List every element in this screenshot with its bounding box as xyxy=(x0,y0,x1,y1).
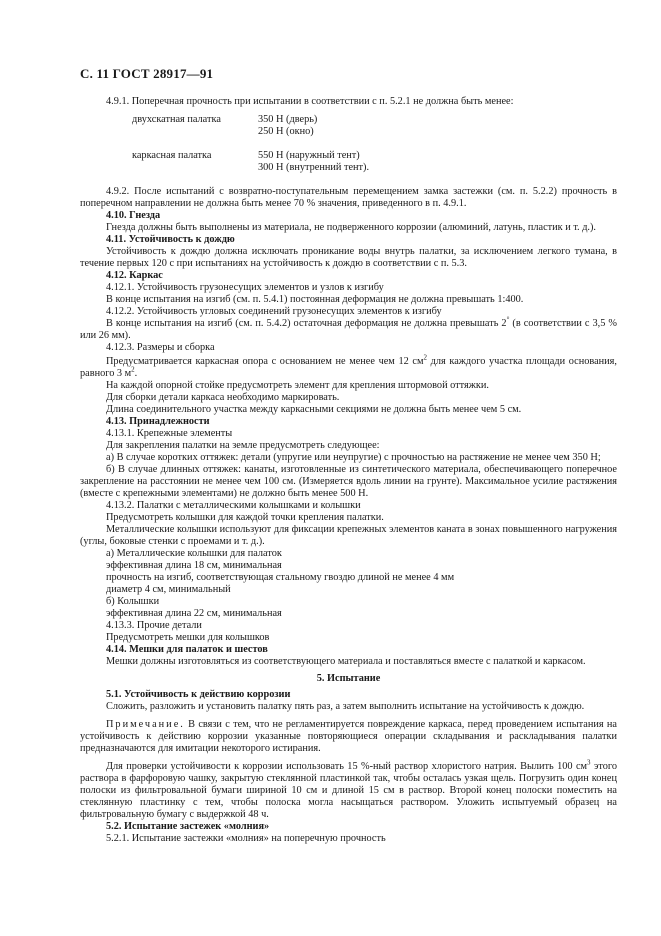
text-span: В конце испытания на изгиб (см. п. 5.4.2) остаточная деформация не должна превышать 2 xyxy=(106,318,507,329)
clause-4-9-1: 4.9.1. Поперечная прочность при испытании в соответствии с п. 5.2.1 не должна быть менее: xyxy=(106,96,514,107)
clause-text: В конце испытания на изгиб (см. п. 5.4.1) постоянная деформация не должна превышать 1:400. xyxy=(106,294,524,305)
clause-text xyxy=(80,315,617,342)
section-heading: 5.2. Испытание застежек «молния» xyxy=(106,821,270,832)
clause-text: 4.12.1. Устойчивость грузонесущих элементов и узлов к изгибу xyxy=(106,282,384,293)
section-heading: 4.13. Принадлежности xyxy=(106,416,210,427)
clause-text: Гнезда должны быть выполнены из материала, не подверженного коррозии (алюминий, латунь, пластик и т. д.). xyxy=(106,222,597,233)
clause-text: эффективная длина 22 см, минимальная xyxy=(106,608,282,619)
strength-values xyxy=(258,150,369,174)
note-paragraph xyxy=(80,719,617,755)
degree-mark: ° xyxy=(506,315,510,324)
strength-values xyxy=(258,114,317,138)
section-heading: 4.14. Мешки для палаток и шестов xyxy=(106,644,268,655)
clause-text: а) В случае коротких оттяжек: детали (упругие или неупругие) с прочностью на растяжение не менее чем 350 Н; xyxy=(106,452,601,463)
superscript: 2 xyxy=(423,353,427,362)
superscript: 3 xyxy=(587,758,591,767)
clause-text: прочность на изгиб, соответствующая стальному гвоздю длиной не менее 4 мм xyxy=(106,572,455,583)
text-span: Предусматривается каркасная опора с основанием не менее чем 12 см xyxy=(106,356,424,367)
text-span: Для проверки устойчивости к коррозии использовать 15 %-ный раствор хлористого натрия. Вылить 100 см xyxy=(106,761,588,772)
clause-text: б) Колышки xyxy=(106,596,160,607)
clause-text: диаметр 4 см, минимальный xyxy=(106,584,231,595)
chapter-heading: 5. Испытание xyxy=(316,673,381,684)
section-heading: 4.10. Гнезда xyxy=(106,210,161,221)
clause-text: Длина соединительного участка между каркасными секциями не должна быть менее чем 5 см. xyxy=(106,404,522,415)
clause-text: Предусмотреть колышки для каждой точки крепления палатки. xyxy=(106,512,384,523)
clause-4-9-2: 4.9.2. После испытаний с возвратно-поступательным перемещением замка застежки (см. п. 5.2.2) прочность в поперечном направлении не должна быть менее 70 % значения, приведенного в п. 4.9.1. xyxy=(80,186,617,209)
strength-table-row-2 xyxy=(80,150,617,174)
text-span: этого раствора в фарфоровую чашку, закрытую стеклянной пластинкой так, чтобы осталась узкая щель. Погрузить один конец полоски из фильтровальной бумаги шириной 10 см и длиной 15 см в раствор. Второй конец полоски поместить на стеклянную пластинку с тем, чтобы полоска могла насыщаться раствором. Уложить испытуемый образец на фильтровальную бумагу с выдержкой 48 ч. xyxy=(80,761,617,820)
clause-text xyxy=(80,353,617,380)
note-text: В связи с тем, что не регламентируется повреждение каркаса, перед проведением испытания на устойчивость к действию коррозии указанные повторяющиеся операции складывания и раскладывания палатки предназначаются для имитации некоторого истирания. xyxy=(80,719,617,754)
clause-text: Устойчивость к дождю должна исключать проникание воды внутрь палатки, за исключением легкого тумана, в течение первых 120 с при испытаниях на устойчивость к дождю в соответствии с п. 5.3. xyxy=(80,246,617,269)
clause-text: а) Металлические колышки для палаток xyxy=(106,548,282,559)
clause-text: 4.12.3. Размеры и сборка xyxy=(106,342,215,353)
superscript: 2 xyxy=(131,365,135,374)
clause-text: 4.12.2. Устойчивость угловых соединений грузонесущих элементов к изгибу xyxy=(106,306,442,317)
section-heading: 4.12. Каркас xyxy=(106,270,163,281)
clause-text: эффективная длина 18 см, минимальная xyxy=(106,560,282,571)
clause-text: 4.13.1. Крепежные элементы xyxy=(106,428,233,439)
clause-text: Металлические колышки используют для фиксации крепежных элементов каната в зонах повышенного нагружения (углы, боковые стенки с проемами и т. д.). xyxy=(80,524,617,547)
strength-table-row-1 xyxy=(80,114,617,138)
text-span: . xyxy=(134,368,138,379)
clause-text: 4.13.2. Палатки с металлическими колышками и колышки xyxy=(106,500,361,511)
strength-value: 550 Н (наружный тент) xyxy=(258,150,360,161)
clause-text: б) В случае длинных оттяжек: канаты, изготовленные из синтетического материала, обеспечивающего поперечное закрепление на расстоянии не менее чем 100 см. (Измеряется вдоль линии на грунте). Максимальное усилие растяжения (вместе с крепежными элементами) не должно быть менее 500 Н. xyxy=(80,464,617,499)
strength-value: 350 Н (дверь) xyxy=(258,114,318,125)
strength-value: 300 Н (внутренний тент). xyxy=(258,162,370,173)
clause-text: 4.13.3. Прочие детали xyxy=(106,620,202,631)
page-header: С. 11 ГОСТ 28917—91 xyxy=(80,66,214,81)
section-heading: 4.11. Устойчивость к дождю xyxy=(106,234,235,245)
clause-text: Предусмотреть мешки для колышков xyxy=(106,632,270,643)
clause-text: Мешки должны изготовляться из соответствующего материала и поставляться вместе с палаткой и каркасом. xyxy=(106,656,586,667)
strength-value: 250 Н (окно) xyxy=(258,126,314,137)
clause-text: 5.2.1. Испытание застежки «молния» на поперечную прочность xyxy=(106,833,386,844)
note-label: Примечание. xyxy=(106,719,185,730)
clause-text: Для закрепления палатки на земле предусмотреть следующее: xyxy=(106,440,380,451)
text-span: для каждого участка площади основания, равного 3 м xyxy=(80,356,617,379)
section-heading: 5.1. Устойчивость к действию коррозии xyxy=(106,689,291,700)
clause-text: Сложить, разложить и установить палатку пять раз, а затем выполнить испытание на устойчивость к дождю. xyxy=(106,701,585,712)
tent-type-label: каркасная палатка xyxy=(132,150,212,161)
tent-type-label: двухскатная палатка xyxy=(132,114,221,125)
clause-text: На каждой опорной стойке предусмотреть элемент для крепления штормовой оттяжки. xyxy=(106,380,489,391)
clause-text xyxy=(80,758,617,821)
clause-text: Для сборки детали каркаса необходимо маркировать. xyxy=(106,392,340,403)
text-span: (в соответствии с 3,5 % или 26 мм). xyxy=(80,318,617,341)
